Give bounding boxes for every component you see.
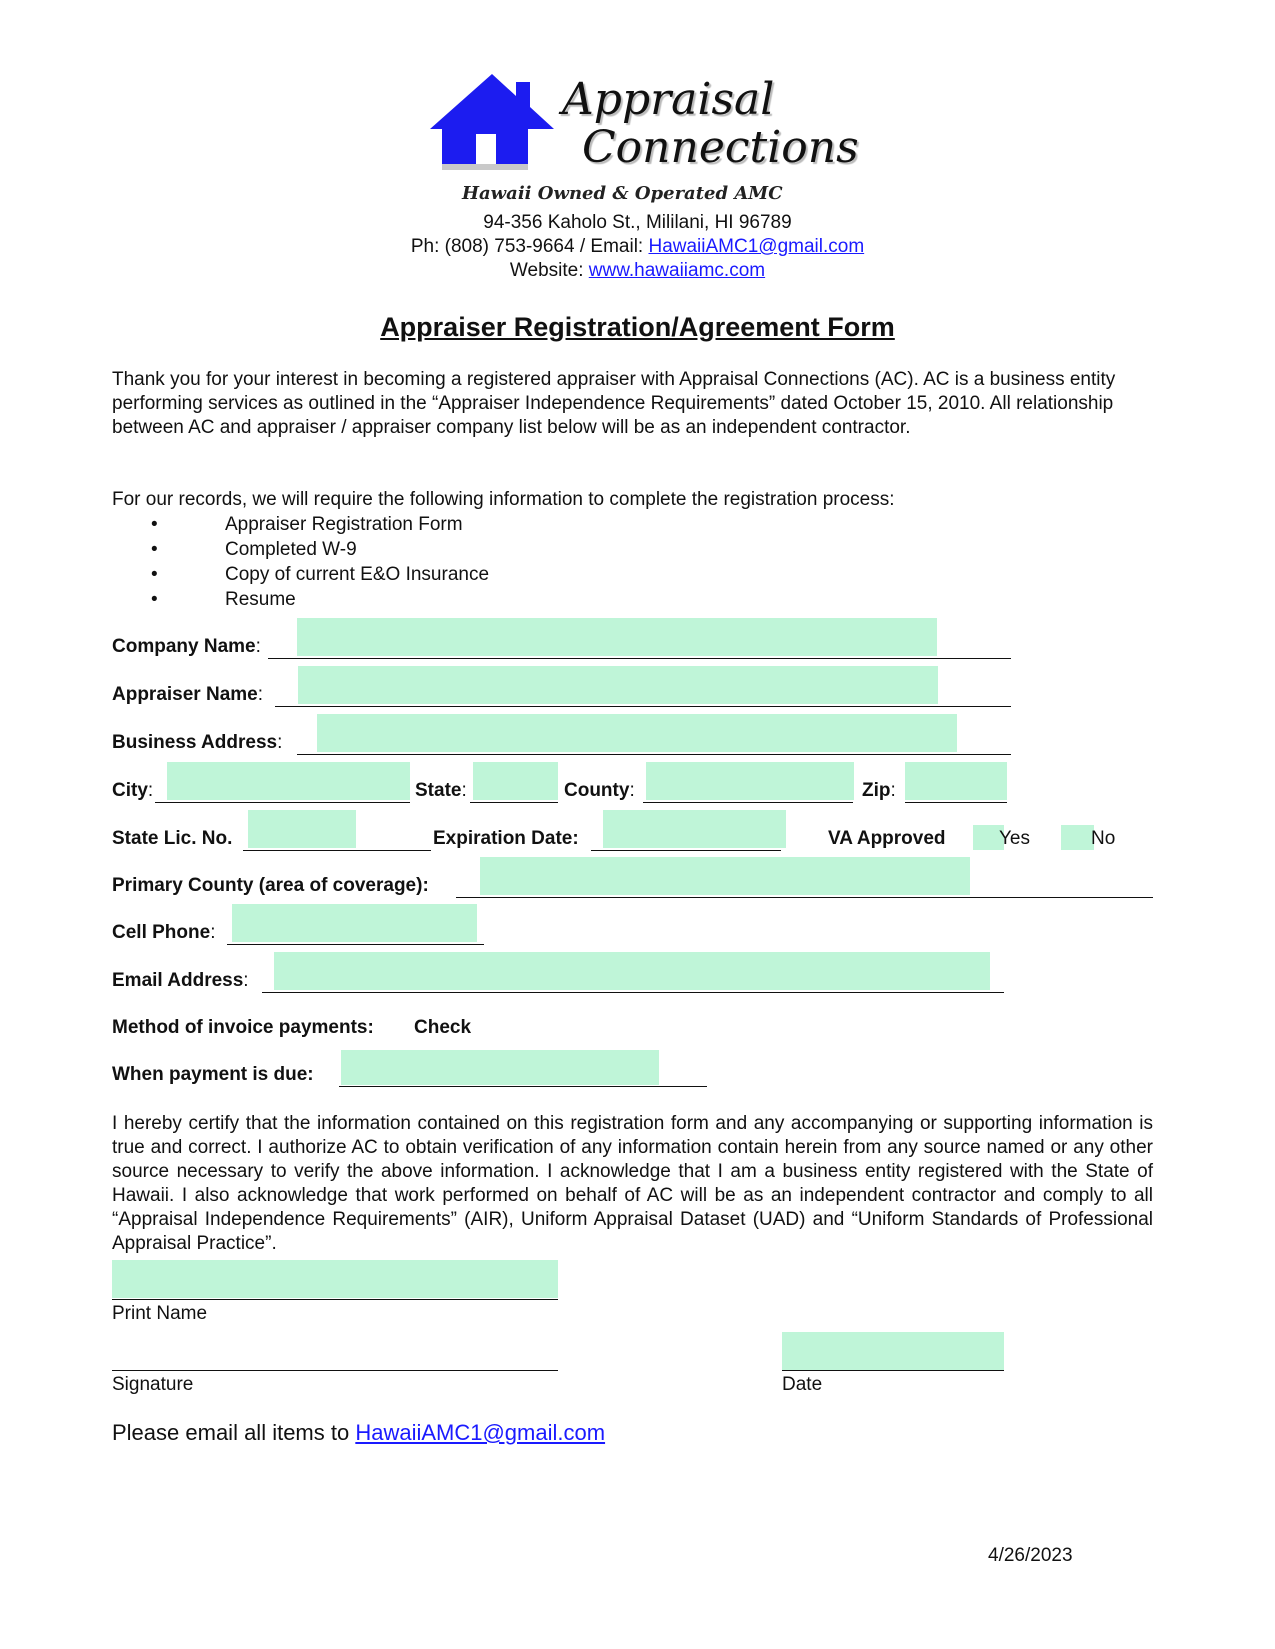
- phone-text: Ph: (808) 753-9664 / Email:: [410, 236, 649, 257]
- page-title: Appraiser Registration/Agreement Form: [380, 312, 895, 342]
- bullet-icon: •: [151, 564, 158, 585]
- va-yes-label: Yes: [999, 828, 1030, 849]
- tagline: Hawaii Owned & Operated AMC: [462, 183, 783, 204]
- business-address-label: Business Address:: [112, 732, 283, 753]
- header-email-link[interactable]: HawaiiAMC1@gmail.com: [648, 236, 865, 257]
- business-address-field[interactable]: [317, 714, 957, 752]
- appraiser-name-underline: [275, 706, 1011, 707]
- payment-due-label: When payment is due:: [112, 1064, 314, 1085]
- email-address-field[interactable]: [274, 952, 990, 990]
- contact-line: [0, 236, 1275, 258]
- print-name-field[interactable]: [112, 1260, 558, 1298]
- company-address: 94-356 Kaholo St., Mililani, HI 96789: [483, 212, 792, 233]
- date-underline: [782, 1370, 1004, 1371]
- company-name-label: Company Name:: [112, 636, 261, 657]
- state-underline: [470, 802, 558, 803]
- state-label: State:: [415, 780, 467, 801]
- footer-email-link[interactable]: HawaiiAMC1@gmail.com: [355, 1420, 606, 1445]
- company-name-underline: [268, 658, 1011, 659]
- payment-method-value: Check: [414, 1017, 472, 1038]
- appraiser-name-field[interactable]: [298, 666, 938, 704]
- primary-county-label: Primary County (area of coverage):: [112, 875, 429, 896]
- zip-underline: [905, 802, 1007, 803]
- expiration-underline: [591, 850, 781, 851]
- email-address-label: Email Address:: [112, 970, 249, 991]
- footer-email-prefix: Please email all items to: [112, 1420, 356, 1445]
- expiration-label: Expiration Date:: [433, 828, 579, 849]
- city-label: City:: [112, 780, 154, 801]
- signature-label: Signature: [112, 1374, 194, 1395]
- cell-phone-field[interactable]: [232, 904, 477, 942]
- city-field[interactable]: [167, 762, 410, 800]
- bullet-icon: •: [151, 539, 158, 560]
- payment-due-field[interactable]: [341, 1050, 659, 1085]
- intro-paragraph: Thank you for your interest in becoming a registered appraiser with Appraisal Connections (AC). AC is a business entity performing services as outlined in the “Appraiser Independence Requirements” dated October 15, 2010. All relationship between AC and appraiser / appraiser company list below will be as an independent contractor.: [112, 369, 1116, 438]
- primary-county-underline: [456, 897, 1153, 898]
- print-name-label: Print Name: [112, 1303, 208, 1324]
- print-name-underline: [112, 1299, 558, 1300]
- state-lic-underline: [243, 850, 431, 851]
- va-no-checkbox[interactable]: [1061, 825, 1094, 850]
- date-label: Date: [782, 1374, 823, 1395]
- bullet-icon: •: [151, 589, 158, 610]
- state-lic-label: State Lic. No.: [112, 828, 233, 849]
- county-underline: [643, 802, 853, 803]
- zip-field[interactable]: [905, 762, 1007, 800]
- payment-due-underline: [339, 1086, 707, 1087]
- website-link[interactable]: www.hawaiiamc.com: [588, 260, 766, 281]
- website-line: [0, 260, 1275, 282]
- expiration-field[interactable]: [603, 810, 786, 848]
- appraiser-name-label: Appraiser Name:: [112, 684, 264, 705]
- county-field[interactable]: [646, 762, 854, 800]
- cell-phone-underline: [227, 944, 484, 945]
- bullet-icon: •: [151, 514, 158, 535]
- document-date: 4/26/2023: [988, 1545, 1073, 1566]
- signature-underline[interactable]: [112, 1370, 558, 1371]
- city-underline: [155, 802, 410, 803]
- payment-method-label: Method of invoice payments:: [112, 1017, 374, 1038]
- email-address-underline: [262, 992, 1004, 993]
- logo-text-connections: Connections: [582, 122, 859, 173]
- company-name-field[interactable]: [297, 618, 937, 656]
- footer-email-line: [112, 1420, 605, 1446]
- cell-phone-label: Cell Phone:: [112, 922, 216, 943]
- zip-label: Zip:: [862, 780, 896, 801]
- house-logo-icon: [430, 74, 555, 174]
- logo-text-appraisal: Appraisal: [562, 74, 775, 125]
- website-label: Website:: [509, 260, 589, 281]
- business-address-underline: [297, 754, 1011, 755]
- certification-paragraph: I hereby certify that the information contained on this registration form and any accompanying or supporting information is true and correct. I authorize AC to obtain verification of any information contain herein from any source named or any other source necessary to verify the above information. I acknowledge that I am a business entity registered with the State of Hawaii. I also acknowledge that work performed on behalf of AC will be as an independent contractor and comply to all “Appraisal Independence Requirements” (AIR), Uniform Appraisal Dataset (UAD) and “Uniform Standards of Professional Appraisal Practice”.: [112, 1113, 1153, 1254]
- county-label: County:: [564, 780, 635, 801]
- va-approved-label: VA Approved: [828, 828, 946, 849]
- records-intro: For our records, we will require the following information to complete the registration process:: [112, 489, 895, 510]
- va-no-label: No: [1091, 828, 1116, 849]
- state-lic-field[interactable]: [248, 810, 356, 848]
- primary-county-field[interactable]: [480, 857, 970, 895]
- date-field[interactable]: [782, 1332, 1004, 1370]
- state-field[interactable]: [473, 762, 558, 800]
